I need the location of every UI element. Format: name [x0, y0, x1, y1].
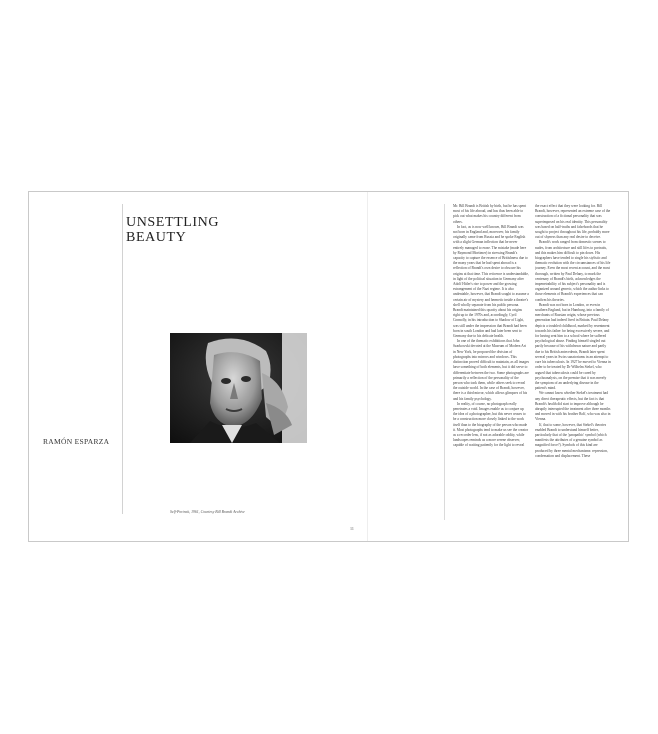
- column-rule: [444, 204, 445, 520]
- photo-caption: Self-Portrait, 1961, Courtesy Bill Brandt Archive: [170, 510, 245, 514]
- paragraph: In one of the thematic exhibitions that John Szarkowski devoted at the Museum of Modern Art in New York, he proposed the division of photographs into mirrors and windows. This distinction proved difficult to maintain, as all images have something of both elements, but it did serve to differentiate between the two. Some photographs are primarily a reflection of the personality of the person who took them, while others seek to reveal the outside world. In the case of Brandt, however, there is a third mirror, which allows glimpses of his and his family psychology.: [453, 339, 529, 401]
- portrait-photo: [170, 333, 307, 443]
- chapter-title: UNSETTLING BEAUTY: [126, 215, 220, 246]
- book-spread: [28, 191, 629, 542]
- paragraph: Mr. Bill Brandt is British by birth, but he has spent most of his life abroad, and has thus been able to pick out what makes his country different from others.: [453, 204, 527, 224]
- paragraph: In fact, as is now well known, Bill Brandt was not born in England and, moreover, his family originally came from Russia and he spoke English with a slight German inflection that he never entirely managed to erase. The mistake (made here by Raymond Mortimer) in stressing Brandt's capacity to capture the essence of Britishness due to the many years that he had spent abroad is a reflection of Brandt's own desire to obscure his origins at that time. This reticence is understandable, in light of the political situation in Germany after Adolf Hitler's rise to power and the growing estrangement of the Nazi regime. It is also undeniable, however, that Brandt sought to assume a certain air of mystery and hermetic inside a theatre's shell wholly separate from his public persona. Brandt maintained this opacity about his origins right up to the 1970s and, accordingly, Cyril Connolly, in his introduction to Shadow of Light, was still under the impression that Brandt had been born in south London and had later been sent to Germany due to his delicate health.: [453, 224, 529, 339]
- portrait-photo-icon: [170, 333, 307, 443]
- paragraph: If, that to some, however, that Stekel's theories enabled Brandt to understand himself better, particularly that of the 'parapathic' symbol (which manifests the attributes of a genuine symbol as magnified force?). Symbols of this kind are produced by three mental mechanisms: repression, condensation and displacement. These: [535, 422, 608, 458]
- text-column-left: [453, 204, 529, 520]
- paragraph: Brandt was not born in London, or even in southern England, but in Hamburg, into a family of merchants of Russian origin, whose previous generation had indeed lived in Britain. Paul Delany depicts a troubled childhood, marked by resentment towards his father for being excessively severe, and for having sent him to a school where he suffered psychological abuse. Finding himself singled out partly because of his withdrawn nature and partly due to his British antecedents, Brandt later spent several years in Swiss sanatoriums in an attempt to cure his tuberculosis. In 1927 he moved to Vienna in order to be treated by Dr Wilhelm Stekel, who argued that tuberculosis could be cured by psychoanalysis, on the premise that it was merely the symptom of an underlying disease in the patient's mind.: [535, 302, 611, 391]
- author-name: RAMÓN ESPARZA: [43, 437, 110, 446]
- title-rule: [122, 204, 123, 514]
- book-gutter: [367, 192, 368, 541]
- paragraph: In reality, of course, no photograph really penetrates a void. Images enable us to conjure up the idea of a photographer, but this never ceases to be a construction more closely linked to the work itself than to the biography of the person who made it. Most photographs tend to make us see the creator as a recorder lens, if not as adorable oddity, while landscapes reminds us a more serene observer, capable of waiting patiently for the light to reveal: [453, 401, 529, 448]
- paragraph: Brandt's work ranged from domestic scenes to nudes, from architecture and still lifes to portraits, and this makes him difficult to pin down. His biographers have tended to single his stylistic and thematic evolution with the circumstances of his life journey. Even the most recent account, and the most thorough, written by Paul Delany, to mark the centenary of Brandt's birth, acknowledges the impenetrability of his subject's personality and is organized around generic, which the author links to those elements of Brandt's experiences that can confirm his theories.: [535, 240, 611, 302]
- paragraph: We cannot know whether Stekel's treatment had any direct therapeutic effects, but the fact is that Brandt's health did start to improve although he abruptly interrupted the treatment after three months and moved in with his brother Rolf, who was also in Vienna.: [535, 391, 611, 422]
- text-column-right: [535, 204, 611, 520]
- page-number: 11: [350, 526, 354, 531]
- paragraph: the exact effect that they were looking for. Bill Brandt, however, represented an extreme case of the construction of a fictional personality that was superimposed on his real identity. This personality was based on half-truths and falsehoods that he sought to project throughout his life, probably more out of shyness than any real desire to deceive.: [535, 204, 611, 240]
